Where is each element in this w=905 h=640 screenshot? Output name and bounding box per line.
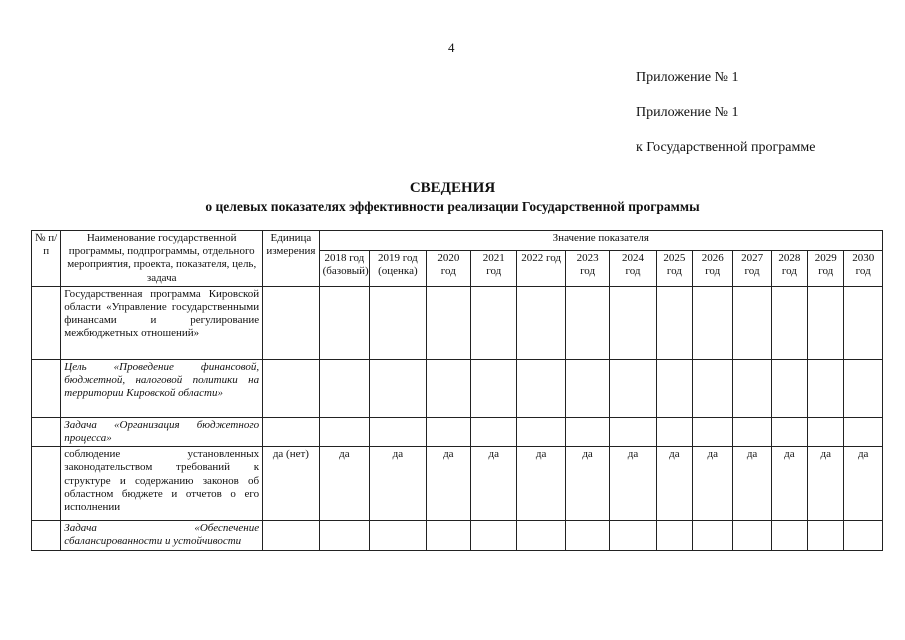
value-cell — [844, 521, 883, 550]
table-row-program — [32, 286, 883, 359]
year-header: 2030 год — [844, 250, 883, 286]
value-cell — [471, 359, 517, 417]
value-cell — [319, 521, 369, 550]
value-cell — [517, 286, 565, 359]
value-cell — [471, 286, 517, 359]
row-unit-cell — [263, 286, 320, 359]
table-row-task — [32, 417, 883, 446]
value-cell — [370, 521, 427, 550]
row-unit-cell: да (нет) — [263, 447, 320, 521]
value-cell: да — [693, 447, 733, 521]
year-header: 2029 год — [808, 250, 844, 286]
value-cell — [565, 286, 609, 359]
value-cell — [517, 359, 565, 417]
row-unit-cell — [263, 359, 320, 417]
row-number-cell — [32, 286, 61, 359]
year-header: 2020 год — [426, 250, 470, 286]
value-cell — [808, 359, 844, 417]
value-cell: да — [733, 447, 771, 521]
value-cell — [733, 286, 771, 359]
value-cell — [656, 521, 692, 550]
appendix-line-2: Приложение № 1 — [636, 105, 739, 120]
value-cell — [370, 359, 427, 417]
value-cell — [808, 286, 844, 359]
value-cell: да — [656, 447, 692, 521]
col-number-header: № п/п — [32, 231, 61, 287]
year-header: 2026 год — [693, 250, 733, 286]
year-header: 2028 год — [771, 250, 807, 286]
value-cell — [319, 417, 369, 446]
year-header: 2025 год — [656, 250, 692, 286]
appendix-line-1: Приложение № 1 — [636, 70, 739, 85]
value-cell — [610, 286, 656, 359]
value-cell: да — [517, 447, 565, 521]
table-row-task — [32, 521, 883, 550]
value-cell: да — [808, 447, 844, 521]
value-cell: да — [426, 447, 470, 521]
value-cell — [471, 417, 517, 446]
page-number: 4 — [448, 40, 455, 55]
value-cell: да — [610, 447, 656, 521]
value-cell — [844, 417, 883, 446]
value-cell: да — [771, 447, 807, 521]
row-unit-cell — [263, 417, 320, 446]
year-header: 2022 год — [517, 250, 565, 286]
table-row-goal — [32, 359, 883, 417]
value-cell — [693, 286, 733, 359]
year-header: 2027 год — [733, 250, 771, 286]
value-cell — [370, 286, 427, 359]
document-title: СВЕДЕНИЯ — [409, 180, 496, 196]
value-cell — [771, 521, 807, 550]
row-name-cell: соблюдение установленных законодательством требований к структуре и содержанию законов об областном бюджете и отчетов о его исполнении — [61, 447, 263, 521]
value-cell — [844, 359, 883, 417]
col-name-header: Наименование государственной программы, подпрограммы, отдельного мероприятия, проекта, показателя, цель, задача — [61, 231, 263, 287]
value-cell — [733, 359, 771, 417]
year-header: 2024 год — [610, 250, 656, 286]
year-header: 2021 год — [471, 250, 517, 286]
row-unit-cell — [263, 521, 320, 550]
value-cell — [565, 417, 609, 446]
table-row-indicator — [32, 447, 883, 521]
row-name-cell: Цель «Проведение финансовой, бюджетной, налоговой политики на территории Кировской области» — [61, 359, 263, 417]
value-cell — [426, 286, 470, 359]
appendix-line-3: к Государственной программе — [636, 140, 816, 155]
value-cell — [565, 359, 609, 417]
document-subtitle: о целевых показателях эффективности реализации Государственной программы — [205, 199, 700, 214]
value-cell — [844, 286, 883, 359]
value-cell: да — [370, 447, 427, 521]
value-cell: да — [471, 447, 517, 521]
value-cell — [426, 359, 470, 417]
row-number-cell — [32, 417, 61, 446]
value-cell — [565, 521, 609, 550]
row-name-cell: Государственная программа Кировской области «Управление государственными финансами и регулирование межбюджетных отношений» — [61, 286, 263, 359]
value-cell — [771, 286, 807, 359]
value-cell — [471, 521, 517, 550]
value-cell — [693, 521, 733, 550]
value-cell — [319, 286, 369, 359]
value-cell — [733, 521, 771, 550]
year-header: 2018 год (базовый) — [319, 250, 369, 286]
row-number-cell — [32, 521, 61, 550]
value-cell — [693, 359, 733, 417]
value-cell — [656, 286, 692, 359]
indicators-table — [31, 230, 883, 551]
col-unit-header: Единица измерения — [263, 231, 320, 287]
value-cell: да — [319, 447, 369, 521]
value-cell — [693, 417, 733, 446]
value-cell — [656, 417, 692, 446]
value-cell — [517, 417, 565, 446]
value-cell — [610, 417, 656, 446]
value-cell — [610, 521, 656, 550]
value-cell — [656, 359, 692, 417]
row-number-cell — [32, 447, 61, 521]
value-cell — [808, 521, 844, 550]
value-cell — [517, 521, 565, 550]
value-cell — [771, 417, 807, 446]
value-cell — [808, 417, 844, 446]
value-cell — [370, 417, 427, 446]
header-row-1 — [32, 231, 883, 251]
row-number-cell — [32, 359, 61, 417]
row-name-cell: Задача «Обеспечение сбалансированности и устойчивости — [61, 521, 263, 550]
row-name-cell: Задача «Организация бюджетного процесса» — [61, 417, 263, 446]
value-cell — [426, 521, 470, 550]
value-cell — [733, 417, 771, 446]
value-cell — [771, 359, 807, 417]
col-value-header: Значение показателя — [319, 231, 882, 251]
value-cell — [319, 359, 369, 417]
value-cell: да — [565, 447, 609, 521]
year-header: 2023 год — [565, 250, 609, 286]
value-cell: да — [844, 447, 883, 521]
value-cell — [426, 417, 470, 446]
value-cell — [610, 359, 656, 417]
year-header: 2019 год (оценка) — [370, 250, 427, 286]
